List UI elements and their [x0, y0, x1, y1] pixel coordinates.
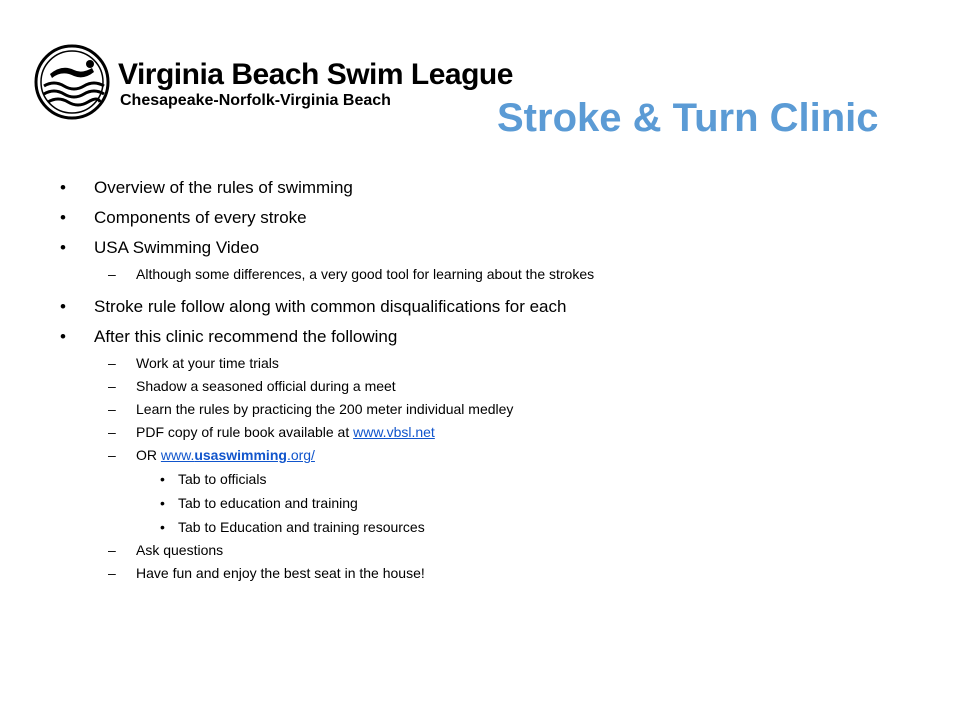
dash-marker: – — [108, 266, 116, 282]
bullet-marker: • — [60, 178, 66, 197]
sub-sub-bullet-item — [60, 467, 920, 491]
sub-bullet-item — [60, 444, 920, 467]
league-name: Virginia Beach Swim League — [118, 58, 513, 91]
bullet-text: Overview of the rules of swimming — [94, 178, 353, 197]
sub-bullet-item — [60, 375, 920, 398]
bullet-text: Stroke rule follow along with common disqualifications for each — [94, 297, 567, 316]
sub-sub-bullet-item — [60, 515, 920, 539]
bullet-item — [60, 203, 920, 233]
bullet-text: After this clinic recommend the following — [94, 327, 398, 346]
sub-bullet-text: OR — [136, 447, 161, 463]
sub-bullet-text: PDF copy of rule book available at — [136, 424, 354, 440]
sub-bullet-item — [60, 263, 920, 286]
sub-bullet-text: Have fun and enjoy the best seat in the house! — [136, 565, 425, 581]
bullet-marker: • — [160, 519, 165, 535]
sub-sub-bullet-item — [60, 491, 920, 515]
slide-title: Stroke & Turn Clinic — [497, 96, 879, 140]
sub-bullet-text: Ask questions — [136, 542, 224, 558]
sub-bullet-item — [60, 539, 920, 562]
league-subtitle: Chesapeake-Norfolk-Virginia Beach — [120, 92, 391, 109]
bullet-item — [60, 233, 920, 263]
bullet-marker: • — [160, 471, 165, 487]
vbsl-link[interactable]: www.vbsl.net — [353, 424, 435, 440]
bullet-text: USA Swimming Video — [94, 238, 260, 257]
usaswimming-link[interactable] — [161, 447, 315, 463]
bullet-marker: • — [60, 238, 66, 257]
swimmer-seal-icon — [34, 44, 110, 120]
dash-marker: – — [108, 378, 116, 394]
bullet-item — [60, 322, 920, 352]
bullet-marker: • — [60, 297, 66, 316]
dash-marker: – — [108, 542, 116, 558]
dash-marker: – — [108, 401, 116, 417]
sub-bullet-text: Learn the rules by practicing the 200 meter individual medley — [136, 401, 514, 417]
dash-marker: – — [108, 447, 116, 463]
sub-sub-bullet-text: Tab to officials — [178, 471, 267, 487]
dash-marker: – — [108, 565, 116, 581]
sub-bullet-item — [60, 562, 920, 585]
bullet-list — [60, 173, 920, 585]
bullet-marker: • — [160, 495, 165, 511]
sub-bullet-text: Work at your time trials — [136, 355, 279, 371]
sub-bullet-item — [60, 421, 920, 444]
bullet-item — [60, 173, 920, 203]
league-logo — [34, 44, 554, 130]
dash-marker: – — [108, 424, 116, 440]
bullet-marker: • — [60, 208, 66, 227]
sub-bullet-item — [60, 398, 920, 421]
link-suffix: .org/ — [286, 447, 315, 463]
sub-bullet-text: Shadow a seasoned official during a meet — [136, 378, 396, 394]
sub-sub-bullet-text: Tab to Education and training resources — [178, 519, 425, 535]
link-domain: usaswimming — [194, 447, 287, 463]
link-prefix: www. — [160, 447, 195, 463]
bullet-item — [60, 292, 920, 322]
sub-bullet-item — [60, 352, 920, 375]
sub-bullet-text: Although some differences, a very good tool for learning about the strokes — [136, 266, 595, 282]
sub-sub-bullet-text: Tab to education and training — [178, 495, 358, 511]
bullet-marker: • — [60, 327, 66, 346]
bullet-text: Components of every stroke — [94, 208, 307, 227]
dash-marker: – — [108, 355, 116, 371]
